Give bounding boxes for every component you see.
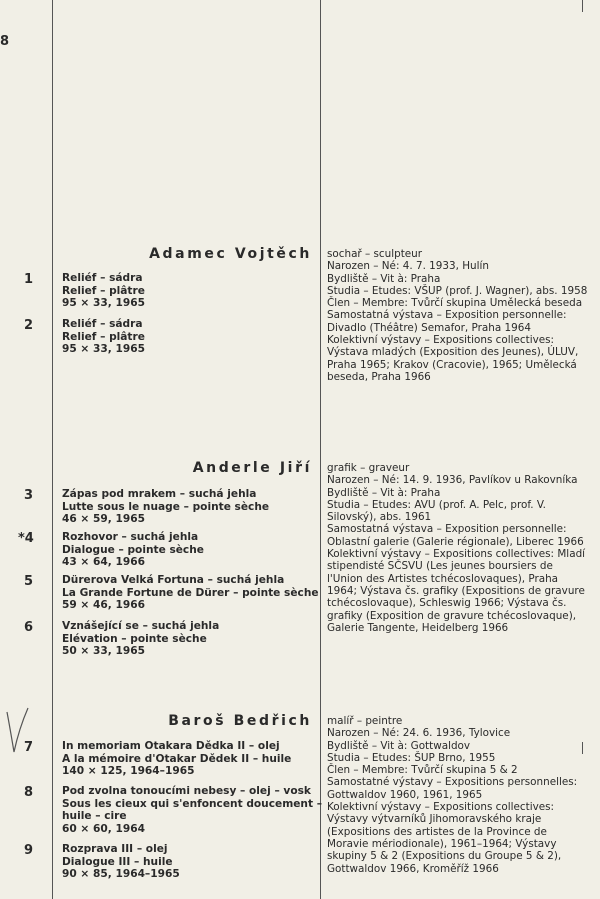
artwork-line: 59 × 46, 1966 (62, 599, 145, 611)
bio-line: Kolektivní výstavy – Expositions collectives: Výstava mladých (Exposition des Jeunes), ÚLUV, Praha 1965; Krakov (Cracovie), 1965; Umělecká beseda, Praha 1966 (327, 334, 579, 383)
artwork-line: Relief – plâtre (62, 330, 145, 343)
artwork-line: 95 × 33, 1965 (62, 297, 145, 309)
artwork-number: 1 (24, 272, 34, 287)
bio-line: Narozen – Né: 14. 9. 1936, Pavlíkov u Rakovníka (327, 474, 578, 487)
bio-line: Studia – Etudes: AVU (prof. A. Pelc, prof. V. Silovský), abs. 1961 (327, 498, 546, 524)
artwork-line: Reliéf – sádra (62, 318, 143, 330)
bio-line: Bydliště – Vit à: Praha (327, 486, 441, 499)
artwork-line: Sous les cieux qui s'enfoncent doucement – (62, 797, 323, 810)
left-column-rule (52, 0, 53, 899)
artwork-line: A la mémoire d'Otakar Dědek II – huile (62, 752, 292, 765)
artwork-line: La Grande Fortune de Dürer – pointe sèche (62, 586, 319, 599)
artwork-number: 2 (24, 318, 34, 333)
artwork-line: Elévation – pointe sèche (62, 632, 207, 645)
artwork-line: Relief – plâtre (62, 284, 145, 297)
center-column-rule (320, 0, 321, 899)
edge-tick-mark (582, 0, 583, 12)
artwork-line: Vznášející se – suchá jehla (62, 620, 220, 632)
artwork-number: 6 (24, 620, 34, 635)
artwork-line: Reliéf – sádra (62, 272, 143, 284)
page-number: 8 (0, 34, 10, 49)
bio-line: sochař – sculpteur (327, 248, 423, 260)
bio-line: Samostatná výstava – Exposition personnelle: Divadlo (Théâtre) Semafor, Praha 1964 (327, 309, 567, 334)
artist-name: Baroš Bedřich (168, 713, 312, 729)
artwork-line: Rozhovor – suchá jehla (62, 531, 199, 543)
artwork-number: 3 (24, 488, 34, 503)
bio-line: Bydliště – Vit à: Praha (327, 272, 441, 285)
artwork-number: 8 (24, 785, 34, 800)
artwork-number: 9 (24, 843, 34, 858)
artist-name: Anderle Jiří (192, 460, 312, 476)
bio-line: Narozen – Né: 4. 7. 1933, Hulín (327, 260, 489, 273)
artist-biography (327, 248, 589, 383)
bio-line: Člen – Membre: Tvůrčí skupina Umělecká beseda (327, 297, 583, 310)
artwork-line: Dialogue III – huile (62, 855, 173, 868)
artwork-line: Dialogue – pointe sèche (62, 543, 204, 556)
artist-biography (327, 462, 589, 634)
artwork-line: In memoriam Otakara Dědka II – olej (62, 740, 280, 752)
artwork-line: Dürerova Velká Fortuna – suchá jehla (62, 574, 285, 586)
bio-line: Samostatné výstavy – Expositions personnelles: Gottwaldov 1960, 1961, 1965 (327, 776, 578, 801)
artwork-line: 60 × 60, 1964 (62, 822, 145, 835)
artist-name: Adamec Vojtěch (149, 246, 312, 262)
artwork-number: 7 (24, 740, 34, 755)
artwork-line: Lutte sous le nuage – pointe sèche (62, 500, 270, 513)
bio-line: Kolektivní výstavy – Expositions collectives: Mladí stipendisté SČSVU (Les jeunes boursiers de l'Union des Artistes tchécoslovaques), Praha 1964; Výstava čs. grafiky (Expositions de gravure tchécoslovaque), Schleswig 1966; Výstava čs. grafiky (Exposition de gravure tchécoslovaque), Galerie Tangente, Heidelberg 1966 (327, 548, 586, 634)
artwork-line: Rozprava III – olej (62, 843, 168, 855)
artwork-line: 46 × 59, 1965 (62, 513, 145, 525)
bio-line: Studia – Etudes: ŠUP Brno, 1955 (327, 751, 496, 764)
bio-line: grafik – graveur (327, 462, 410, 474)
bio-line: Narozen – Né: 24. 6. 1936, Tylovice (327, 727, 511, 740)
artwork-line: 95 × 33, 1965 (62, 343, 145, 355)
artist-biography (327, 715, 589, 875)
artwork-line: 50 × 33, 1965 (62, 645, 145, 657)
artwork-line: Pod zvolna tonoucími nebesy – olej – vosk (62, 785, 311, 797)
bio-line: Samostatná výstava – Exposition personnelle: Oblastní galerie (Galerie régionale), Liberec 1966 (327, 523, 584, 548)
bio-line: Kolektivní výstavy – Expositions collectives: Výstavy výtvarníků Jihomoravského kraje (Expositions des artistes de la Province de Moravie mériodionale), 1961–1964; Výstavy skupiny 5 & 2 (Expositions du Groupe 5 & 2), Gottwaldov 1966, Kroměříž 1966 (327, 801, 562, 875)
artwork-number: 5 (24, 574, 34, 589)
artwork-line: 140 × 125, 1964–1965 (62, 765, 195, 777)
bio-line: malíř – peintre (327, 715, 403, 727)
artwork-line: 90 × 85, 1964–1965 (62, 868, 180, 880)
artwork-line: 43 × 64, 1966 (62, 556, 145, 568)
artwork-line: huile – cire (62, 810, 127, 822)
artwork-number: *4 (18, 531, 34, 546)
bio-line: Bydliště – Vit à: Gottwaldov (327, 739, 471, 752)
bio-line: Studia – Etudes: VŠUP (prof. J. Wagner), abs. 1958 (327, 284, 588, 297)
bio-line: Člen – Membre: Tvůrčí skupina 5 & 2 (327, 764, 518, 777)
artwork-line: Zápas pod mrakem – suchá jehla (62, 488, 257, 500)
